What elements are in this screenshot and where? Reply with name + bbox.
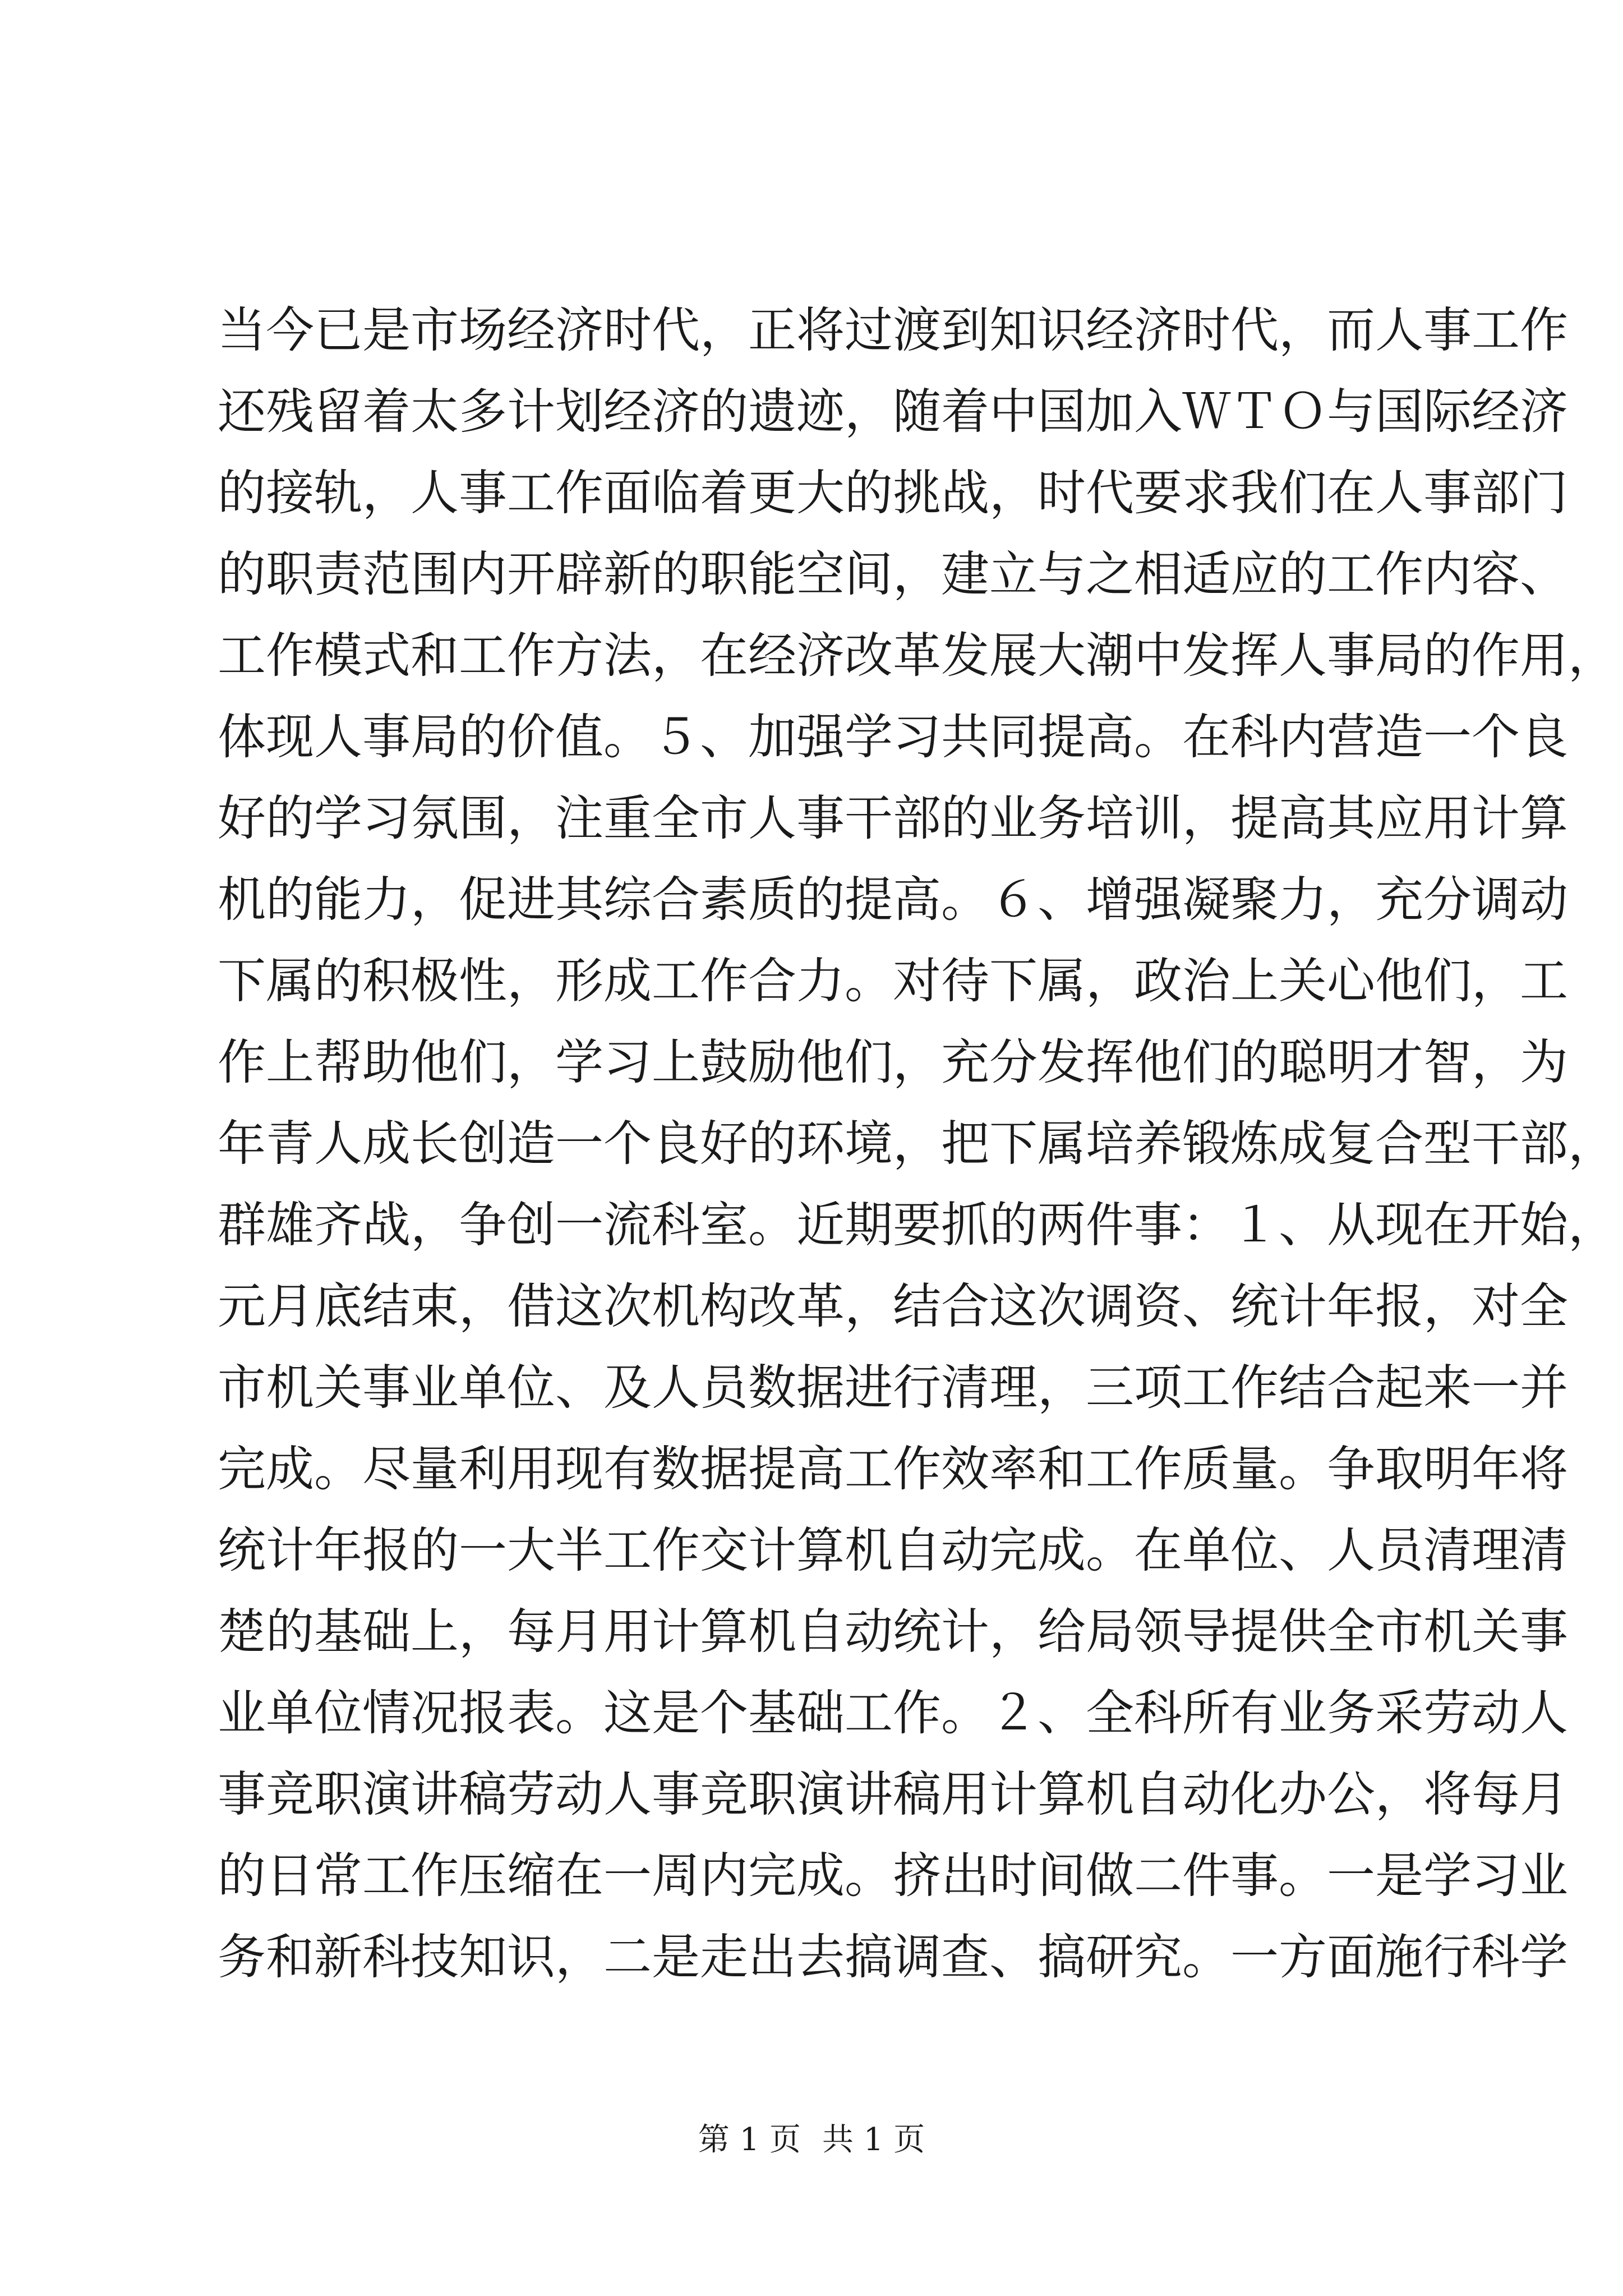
page-number: 第 1 页 — [698, 2122, 801, 2158]
text-line: 年青人成长创造一个良好的环境，把下属培养锻炼成复合型干部， — [218, 1116, 1616, 1172]
text-line: 当今已是市场经济时代，正将过渡到知识经济时代，而人事工作 — [218, 302, 1568, 358]
text-line: 市机关事业单位、及人员数据进行清理，三项工作结合起来一并 — [218, 1360, 1568, 1416]
page-total: 共 1 页 — [822, 2122, 925, 2158]
body-text — [218, 290, 1616, 1998]
text-line: 体现人事局的价值。５、加强学习共同提高。在科内营造一个良 — [218, 709, 1568, 765]
text-line: 统计年报的一大半工作交计算机自动完成。在单位、人员清理清 — [218, 1522, 1568, 1579]
text-line: 作上帮助他们，学习上鼓励他们，充分发挥他们的聪明才智，为 — [218, 1034, 1568, 1091]
text-line: 工作模式和工作方法，在经济改革发展大潮中发挥人事局的作用， — [218, 628, 1616, 684]
text-line: 楚的基础上，每月用计算机自动统计，给局领导提供全市机关事 — [218, 1604, 1568, 1660]
text-line: 的接轨，人事工作面临着更大的挑战，时代要求我们在人事部门 — [218, 465, 1568, 521]
text-line: 务和新科技知识，二是走出去搞调查、搞研究。一方面施行科学 — [218, 1929, 1568, 1985]
text-line: 还残留着太多计划经济的遗迹，随着中国加入ＷＴＯ与国际经济 — [218, 384, 1568, 440]
text-line: 机的能力，促进其综合素质的提高。６、增强凝聚力，充分调动 — [218, 872, 1568, 928]
text-line: 好的学习氛围，注重全市人事干部的业务培训，提高其应用计算 — [218, 790, 1568, 846]
text-line: 元月底结束，借这次机构改革，结合这次调资、统计年报，对全 — [218, 1278, 1568, 1335]
page-footer — [0, 2115, 1623, 2160]
text-line: 完成。尽量利用现有数据提高工作效率和工作质量。争取明年将 — [218, 1441, 1568, 1497]
text-line: 下属的积极性，形成工作合力。对待下属，政治上关心他们，工 — [218, 953, 1568, 1009]
text-line: 的日常工作压缩在一周内完成。挤出时间做二件事。一是学习业 — [218, 1848, 1568, 1904]
text-line: 群雄齐战，争创一流科室。近期要抓的两件事：１、从现在开始， — [218, 1197, 1616, 1253]
text-line: 业单位情况报表。这是个基础工作。２、全科所有业务采劳动人 — [218, 1685, 1568, 1741]
text-line: 的职责范围内开辟新的职能空间，建立与之相适应的工作内容、 — [218, 546, 1568, 602]
text-line: 事竞职演讲稿劳动人事竞职演讲稿用计算机自动化办公，将每月 — [218, 1766, 1568, 1823]
